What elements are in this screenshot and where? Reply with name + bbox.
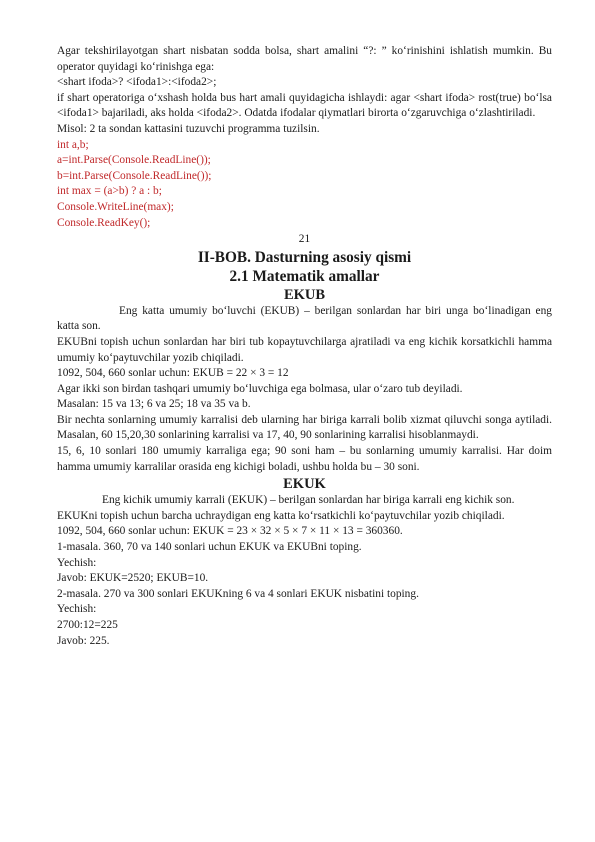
solution-label: Yechish: [57,603,97,616]
answer-1: Javob: EKUK=2520; EKUB=10. [57,572,209,585]
ekuk-heading: EKUK [283,476,326,493]
common-multiple-example: 15, 6, 10 sonlari 180 umumiy karraliga ega; 90 soni ham – bu sonlarning umumiy karralisi. Har doim hamma umumiy karralilar orasida eng kichigi boladi, ushbu holda bu – 30 soni. [57,445,552,473]
common-multiple-definition: Bir nechta sonlarning umumiy karralisi deb ularning har biriga karrali bolib xizmat qiluvchi songa aytiladi. Masalan, 60 15,20,30 sonlarining karralisi va 17, 40, 90 sonlarining karralisi hisoblanmaydi. [57,413,552,442]
paragraph-ternary-explanation: if shart operatoriga o‘xshash holda bus hart amali quyidagicha ishlaydi: agar <shart ifoda> rost(true) bo‘lsa <ifoda1> bajariladi, aks holda <ifoda2>. Odatda ifodalar qiymatlari birorta o‘zgaruvchiga o‘zlashtiriladi. [57,91,552,120]
problem-1: 1-masala. 360, 70 va 140 sonlari uchun EKUK va EKUBni toping. [57,541,362,554]
ekub-method: EKUBni topish uchun sonlardan har biri tub kopaytuvchilarga ajratiladi va eng kichik korsatkichli hamma umumiy ko‘paytuvchilar yozib chiqiladi. [57,335,552,364]
code-line: Console.ReadKey(); [57,216,151,229]
ekuk-example: 1092, 504, 660 sonlar uchun: EKUK = 23 × 32 × 5 × 7 × 11 × 13 = 360360. [57,525,403,538]
ekub-definition: Eng katta umumiy bo‘luvchi (EKUB) – berilgan sonlardan har biri unga bo‘linadigan eng katta son. [57,304,552,333]
ekub-example: 1092, 504, 660 sonlar uchun: EKUB = 22 × 3 = 12 [57,367,289,380]
code-line: int max = (a>b) ? a : b; [57,185,162,198]
paragraph-ternary-intro: Agar tekshirilayotgan shart nisbatan sodda bolsa, shart amalini “?: ” ko‘rinishini ishlatish mumkin. Bu operator quyidagi ko‘rinishga ega: [57,45,552,73]
paragraph-example-task: Misol: 2 ta sondan kattasini tuzuvchi programma tuzilsin. [57,122,320,135]
ekub-heading: EKUB [283,286,326,303]
answer-2: Javob: 225. [57,634,110,647]
coprime-examples: Masalan: 15 va 13; 6 va 25; 18 va 35 va b. [57,398,251,411]
coprime-definition: Agar ikki son birdan tashqari umumiy bo‘luvchiga ega bolmasa, ular o‘zaro tub deyiladi. [57,382,463,395]
code-line: Console.WriteLine(max); [57,200,174,213]
ekuk-definition: Eng kichik umumiy karrali (EKUK) – berilgan sonlardan har biriga karrali eng kichik son. [102,494,515,507]
calculation: 2700:12=225 [57,619,118,631]
section-title: 2.1 Matematik amallar [229,267,380,285]
code-line: a=int.Parse(Console.ReadLine()); [57,154,211,167]
code-line: b=int.Parse(Console.ReadLine()); [57,169,212,182]
chapter-title: II-BOB. Dasturning asosiy qismi [197,248,412,266]
solution-label: Yechish: [57,556,97,569]
code-block [57,138,552,232]
paragraph-ternary-syntax: <shart ifoda>? <ifoda1>:<ifoda2>; [57,76,217,89]
page-number: 21 [298,233,311,246]
code-line: int a,b; [57,138,89,151]
ekuk-method: EKUKni topish uchun barcha uchraydigan eng katta ko‘rsatkichli ko‘paytuvchilar yozib chiqiladi. [57,509,505,522]
page-content [57,44,552,649]
problem-2: 2-masala. 270 va 300 sonlari EKUKning 6 va 4 sonlari EKUK nisbatini toping. [57,587,419,600]
